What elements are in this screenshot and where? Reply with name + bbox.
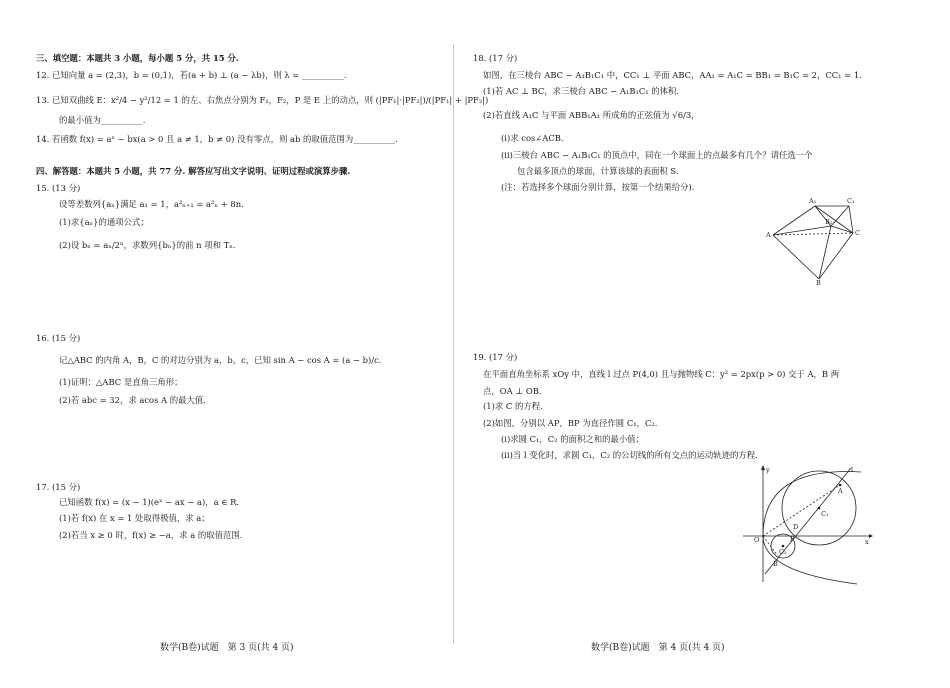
origin-label-O: O (754, 536, 760, 544)
frustum-label-B: B (816, 279, 821, 285)
question-13-line2: 的最小值为__________. (59, 115, 146, 125)
circle-label-C1: C₁ (821, 510, 829, 518)
frustum-label-A: A (766, 231, 771, 239)
question-16-line2: (1)证明：△ABC 是直角三角形； (59, 377, 183, 387)
question-19-line3: (1)求 C 的方程. (483, 401, 543, 411)
question-19-line6: (ⅱ)当 l 变化时，求圆 C₁，C₂ 的公切线的所有交点的运动轨迹的方程. (501, 450, 758, 460)
question-12: 12. 已知向量 a = (2,3)，b = (0,1)，若(a + b) ⊥ (a − λb)，则 λ = __________. (36, 70, 347, 80)
page-4-footer: 数学(B卷)试题 第 4 页(共 4 页) (591, 643, 725, 653)
question-18-line3: (2)若直线 A₁C 与平面 ABB₁A₁ 所成角的正弦值为 √6/3， (483, 110, 700, 120)
page-divider (453, 44, 454, 644)
frustum-label-C: C (855, 229, 860, 237)
question-18-line7: (注：若选择多个球面分别计算，按第一个结果给分). (501, 182, 695, 192)
question-18-line1: 如图，在三棱台 ABC − A₁B₁C₁ 中，CC₁ ⊥ 平面 ABC，AA₁ = A₁C = BB₁ = B₁C = 2，CC₁ = 1. (483, 70, 862, 80)
question-19-line2: 点，OA ⊥ OB. (483, 386, 542, 396)
page-3-footer: 数学(B卷)试题 第 3 页(共 4 页) (160, 643, 294, 653)
line-label-l: l (851, 466, 854, 474)
question-17-head: 17. (15 分) (36, 482, 81, 492)
section4-header: 四、解答题：本题共 5 小题，共 77 分. 解答应写出文字说明、证明过程或演算步骤. (36, 166, 351, 176)
point-label-D: D (793, 523, 799, 531)
axis-label-y: y (766, 466, 770, 474)
question-18-line4: (ⅰ)求 cos∠ACB. (501, 133, 564, 143)
question-19-line4: (2)如图，分别以 AP，BP 为直径作圆 C₁，C₂. (483, 418, 658, 428)
question-16-head: 16. (15 分) (36, 333, 81, 343)
question-15-head: 15. (13 分) (36, 183, 81, 193)
question-19-head: 19. (17 分) (473, 352, 518, 362)
frustum-figure (765, 193, 875, 285)
question-18-line6: 包含最多顶点的球面，计算该球的表面积 S. (517, 166, 679, 176)
axis-label-x: x (865, 538, 869, 546)
question-16-line1: 记△ABC 的内角 A，B，C 的对边分别为 a，b，c，已知 sin A − cos A = (a − b)/c. (59, 355, 382, 365)
question-16-line3: (2)若 abc = 32，求 acos A 的最大值. (59, 395, 206, 405)
frustum-label-B1: B₁ (825, 218, 833, 226)
question-19-line1: 在平面直角坐标系 xOy 中，直线 l 过点 P(4,0) 且与抛物线 C：y² = 2px(p > 0) 交于 A，B 两 (483, 369, 840, 379)
question-15-line1: 设等差数列{aₙ}满足 a₁ = 1，a²ₙ₊₁ = a²ₙ + 8n. (59, 199, 244, 209)
question-17-line2: (1)若 f(x) 在 x = 1 处取得极值，求 a； (59, 513, 210, 523)
question-18-line2: (1)若 AC ⊥ BC，求三棱台 ABC − A₁B₁C₁ 的体积. (483, 86, 680, 96)
point-label-B: B (773, 560, 778, 568)
parabola-figure (739, 462, 875, 586)
section3-header: 三、填空题：本题共 3 小题，每小题 5 分，共 15 分. (36, 53, 239, 63)
point-label-A: A (838, 487, 843, 495)
question-15-line3: (2)设 bₙ = aₙ/2ⁿ，求数列{bₙ}的前 n 项和 Tₙ. (59, 240, 236, 250)
frustum-label-A1: A₁ (809, 197, 817, 205)
question-13-line1: 13. 已知双曲线 E：x²/4 − y²/12 = 1 的左、右焦点分别为 F₁，F₂，P 是 E 上的动点，则 (|PF₁|·|PF₂|)/(|PF₁| + |PF₂|) (36, 95, 489, 105)
question-18-head: 18. (17 分) (473, 53, 518, 63)
line-l (765, 466, 854, 574)
question-15-line2: (1)求{aₙ}的通项公式； (59, 217, 149, 227)
frustum-label-C1: C₁ (847, 197, 855, 205)
question-17-line3: (2)若当 x ≥ 0 时，f(x) ≥ −a，求 a 的取值范围. (59, 530, 243, 540)
question-17-line1: 已知函数 f(x) = (x − 1)(eˣ − ax − a)，a ∈ R. (59, 497, 240, 507)
question-18-line5: (ⅱ)三棱台 ABC − A₁B₁C₁ 的顶点中，同在一个球面上的点最多有几个？请任选一个 (501, 150, 813, 160)
point-label-P: P (790, 535, 795, 543)
circle-label-C2: C₂ (779, 548, 787, 556)
question-14: 14. 若函数 f(x) = aˣ − bx(a > 0 且 a ≠ 1，b ≠ 0) 没有零点，则 ab 的取值范围为__________. (36, 134, 398, 144)
question-19-line5: (ⅰ)求圆 C₁，C₂ 的面积之和的最小值； (501, 434, 644, 444)
